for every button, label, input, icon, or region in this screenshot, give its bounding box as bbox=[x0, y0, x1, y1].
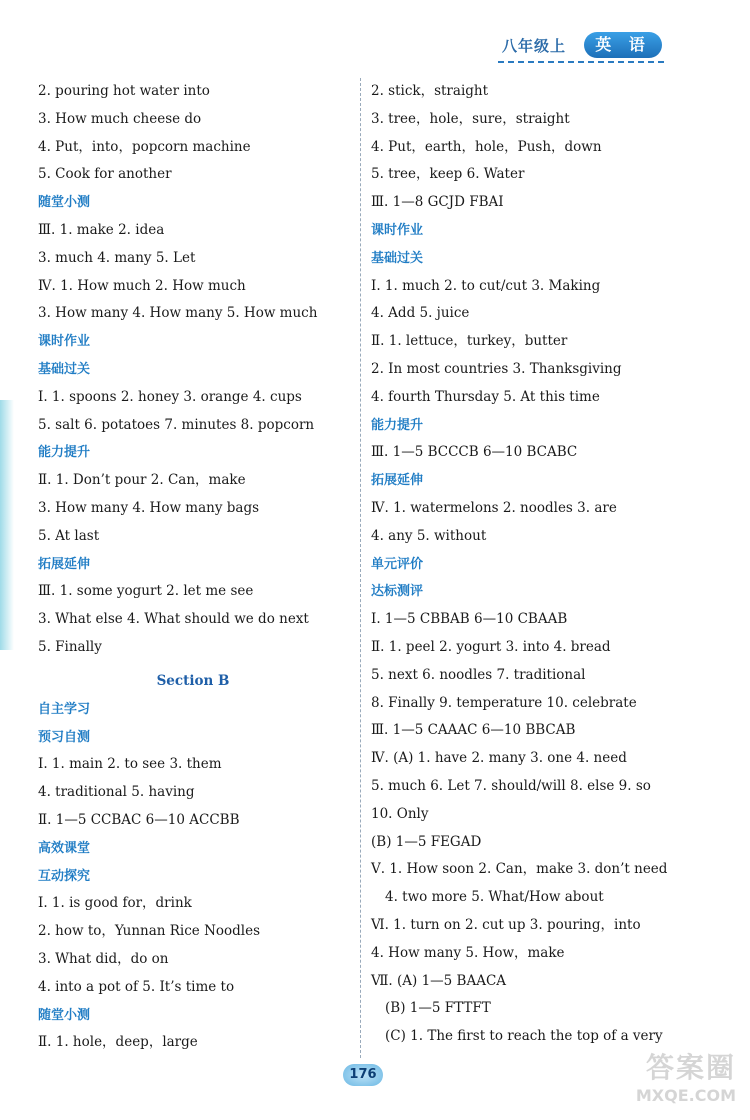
watermark-url: MXQE.COM bbox=[635, 1086, 736, 1105]
column-divider bbox=[360, 78, 361, 1058]
answer-line: Ⅰ. 1—5 CBBAB 6—10 CBAAB bbox=[371, 611, 568, 628]
answer-line: 4. any 5. without bbox=[371, 527, 487, 544]
answer-line: Ⅰ. 1. spoons 2. honey 3. orange 4. cups bbox=[38, 388, 302, 405]
answer-line: Ⅲ. 1—5 BCCCB 6—10 BCABC bbox=[371, 444, 578, 461]
answer-line: Ⅱ. 1. lettuce，turkey，butter bbox=[371, 333, 568, 350]
answer-line: 4. two more 5. What/How about bbox=[385, 889, 604, 906]
section-heading: 自主学习 bbox=[38, 701, 91, 717]
answer-line: Ⅰ. 1. is good for，drink bbox=[38, 895, 192, 912]
answer-line: 3. How much cheese do bbox=[38, 110, 202, 127]
left-answer-column bbox=[38, 78, 348, 1057]
answer-line: 3. How many 4. How many bags bbox=[38, 499, 260, 516]
answer-line: 3. What did，do on bbox=[38, 950, 169, 967]
page-number: 176 bbox=[343, 1064, 383, 1086]
answer-line: Ⅰ. 1. much 2. to cut/cut 3. Making bbox=[371, 277, 601, 294]
section-heading: 能力提升 bbox=[371, 417, 424, 433]
answer-line: Ⅵ. 1. turn on 2. cut up 3. pouring，into bbox=[371, 916, 641, 933]
answer-line: (B) 1—5 FTTFT bbox=[385, 1000, 491, 1017]
answer-line: 2. pouring hot water into bbox=[38, 83, 210, 99]
watermark-logo bbox=[602, 1046, 742, 1116]
subject-badge: 英 语 bbox=[584, 32, 662, 58]
answer-line: 4. Put，into，popcorn machine bbox=[38, 138, 251, 155]
answer-line: Ⅲ. 1—8 GCJD FBAI bbox=[371, 194, 504, 211]
section-heading: 达标测评 bbox=[371, 584, 424, 600]
answer-line: Ⅶ. (A) 1—5 BAACA bbox=[371, 972, 507, 989]
section-title: Section B bbox=[156, 672, 230, 689]
answer-line: 5. salt 6. potatoes 7. minutes 8. popcorn bbox=[38, 416, 315, 433]
section-heading: 预习自测 bbox=[38, 729, 91, 745]
section-heading: 基础过关 bbox=[371, 250, 424, 266]
answer-line: (B) 1—5 FEGAD bbox=[371, 833, 482, 850]
section-heading: 互动探究 bbox=[38, 868, 91, 884]
section-heading: 随堂小测 bbox=[38, 1007, 91, 1023]
section-heading: 高效课堂 bbox=[38, 840, 91, 856]
answer-line: 5. next 6. noodles 7. traditional bbox=[371, 666, 586, 683]
section-heading: 课时作业 bbox=[38, 334, 91, 350]
answer-line: 3. tree，hole，sure，straight bbox=[371, 110, 570, 127]
answer-line: Ⅴ. 1. How soon 2. Can，make 3. don’t need bbox=[371, 861, 668, 878]
answer-line: 5. Cook for another bbox=[38, 166, 172, 183]
answer-line: 2. stick，straight bbox=[371, 83, 489, 99]
watermark-text: 答案圈 bbox=[645, 1051, 736, 1084]
section-heading: 拓展延伸 bbox=[38, 556, 91, 572]
answer-line: Ⅲ. 1—5 CAAAC 6—10 BBCAB bbox=[371, 722, 576, 739]
answer-line: 4. fourth Thursday 5. At this time bbox=[371, 388, 600, 405]
answer-line: (C) 1. The first to reach the top of a very bbox=[385, 1028, 663, 1045]
answer-line: Ⅲ. 1. make 2. idea bbox=[38, 221, 165, 238]
section-heading: 拓展延伸 bbox=[371, 473, 424, 489]
grade-label: 八年级上 bbox=[502, 37, 567, 55]
answer-line: 5. much 6. Let 7. should/will 8. else 9. so bbox=[371, 777, 651, 794]
answer-line: Ⅳ. (A) 1. have 2. many 3. one 4. need bbox=[371, 750, 627, 767]
section-heading: 课时作业 bbox=[371, 222, 424, 238]
answer-line: 3. much 4. many 5. Let bbox=[38, 249, 196, 266]
answer-line: 4. Put，earth，hole，Push，down bbox=[371, 138, 602, 155]
answer-line: 3. What else 4. What should we do next bbox=[38, 611, 309, 628]
section-heading: 基础过关 bbox=[38, 361, 91, 377]
answer-line: Ⅳ. 1. How much 2. How much bbox=[38, 277, 246, 294]
section-heading: 随堂小测 bbox=[38, 195, 91, 211]
header-divider bbox=[498, 61, 664, 63]
answer-line: Ⅱ. 1—5 CCBAC 6—10 ACCBB bbox=[38, 811, 240, 828]
answer-line: Ⅱ. 1. peel 2. yogurt 3. into 4. bread bbox=[371, 638, 611, 655]
answer-line: 5. tree，keep 6. Water bbox=[371, 166, 525, 183]
answer-line: Ⅲ. 1. some yogurt 2. let me see bbox=[38, 583, 254, 600]
section-heading: 单元评价 bbox=[371, 556, 424, 572]
answer-line: 2. how to，Yunnan Rice Noodles bbox=[38, 923, 261, 940]
answer-line: Ⅰ. 1. main 2. to see 3. them bbox=[38, 756, 222, 773]
right-answer-column bbox=[371, 78, 711, 1051]
answer-line: Ⅱ. 1. hole，deep，large bbox=[38, 1034, 198, 1051]
page-header bbox=[498, 30, 668, 60]
page-spine-shade bbox=[0, 400, 14, 650]
answer-line: 10. Only bbox=[371, 805, 429, 822]
answer-line: 4. into a pot of 5. It’s time to bbox=[38, 978, 235, 995]
answer-line: 5. At last bbox=[38, 527, 100, 544]
answer-line: Ⅳ. 1. watermelons 2. noodles 3. are bbox=[371, 499, 617, 516]
answer-line: 8. Finally 9. temperature 10. celebrate bbox=[371, 694, 637, 711]
answer-line: 3. How many 4. How many 5. How much bbox=[38, 305, 318, 322]
answer-line: Ⅱ. 1. Don’t pour 2. Can，make bbox=[38, 472, 246, 489]
answer-line: 2. In most countries 3. Thanksgiving bbox=[371, 360, 622, 377]
answer-line: 4. traditional 5. having bbox=[38, 784, 195, 801]
answer-line: 4. How many 5. How，make bbox=[371, 944, 565, 961]
answer-line: 4. Add 5. juice bbox=[371, 305, 470, 322]
section-heading: 能力提升 bbox=[38, 445, 91, 461]
answer-line: 5. Finally bbox=[38, 638, 102, 655]
